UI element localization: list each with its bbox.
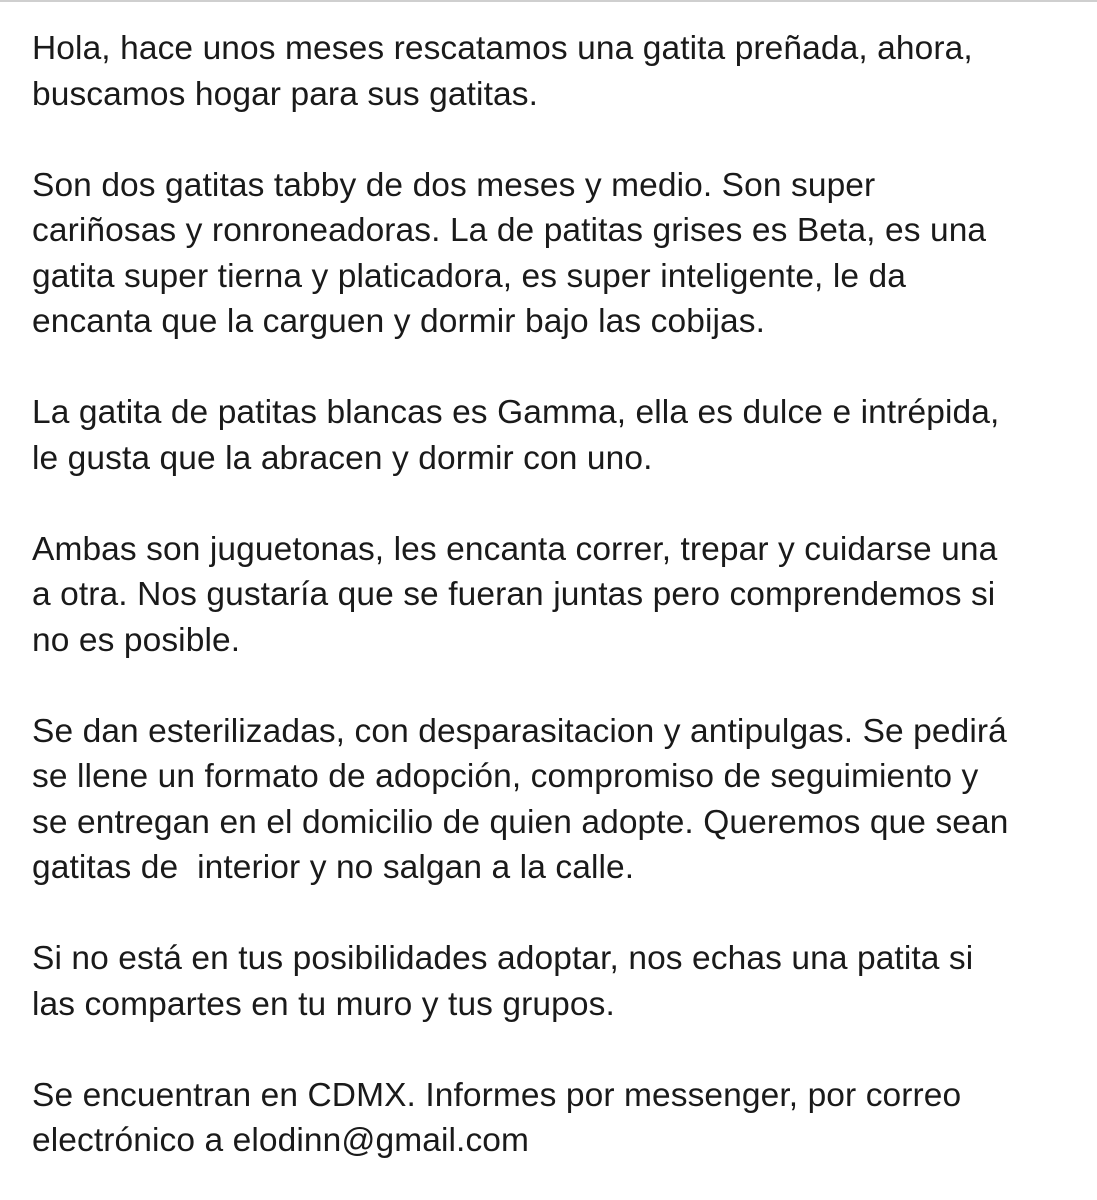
text-line: Se encuentran en CDMX. Informes por messenger, por correo: [32, 1076, 962, 1114]
paragraph-requirements: [32, 709, 1082, 891]
top-divider: [0, 0, 1097, 2]
paragraph-description: [32, 163, 1082, 345]
text-line: Si no está en tus posibilidades adoptar, nos echas una patita si: [32, 940, 974, 977]
text-line: buscamos hogar para sus gatitas.: [32, 75, 538, 113]
text-line: electrónico a elodinn@gmail.com: [32, 1122, 530, 1159]
text-line: se llene un formato de adopción, compromiso de seguimiento y: [32, 758, 979, 795]
text-line: no es posible.: [32, 621, 241, 659]
text-line: Ambas son juguetonas, les encanta correr, trepar y cuidarse una: [32, 530, 998, 568]
text-line: Hola, hace unos meses rescatamos una gatita preñada, ahora,: [32, 30, 973, 67]
text-line: gatitas de interior y no salgan a la calle.: [32, 849, 635, 886]
text-line: le gusta que la abracen y dormir con uno.: [32, 439, 653, 477]
paragraph-intro: [32, 26, 1082, 117]
text-line: cariñosas y ronroneadoras. La de patitas grises es Beta, es una: [32, 212, 987, 249]
text-line: Son dos gatitas tabby de dos meses y medio. Son super: [32, 166, 876, 204]
text-line: Se dan esterilizadas, con desparasitacion y antipulgas. Se pedirá: [32, 712, 1007, 750]
text-line: se entregan en el domicilio de quien adopte. Queremos que sean: [32, 803, 1009, 841]
text-line: a otra. Nos gustaría que se fueran juntas pero comprendemos si: [32, 576, 996, 613]
text-line: encanta que la carguen y dormir bajo las cobijas.: [32, 303, 766, 340]
paragraph-together: [32, 527, 1082, 664]
post-body: [32, 26, 1082, 1164]
text-line: gatita super tierna y platicadora, es super inteligente, le da: [32, 257, 907, 295]
paragraph-gamma: [32, 390, 1082, 481]
paragraph-share: [32, 936, 1082, 1027]
paragraph-contact: [32, 1073, 1082, 1164]
text-line: las compartes en tu muro y tus grupos.: [32, 985, 615, 1023]
text-line: La gatita de patitas blancas es Gamma, ella es dulce e intrépida,: [32, 394, 1000, 431]
